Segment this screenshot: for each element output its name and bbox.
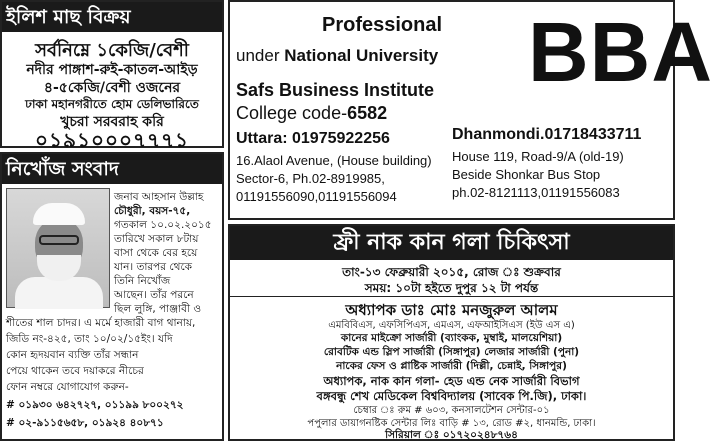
notice-right-line: গতকাল ১০.০২.২০১৫ (114, 219, 212, 231)
fish-ad-title: ইলিশ মাছ বিক্রয় (2, 2, 222, 32)
notice-right-line: তারিখে সকাল ৮টায় (114, 233, 199, 245)
dhanmondi-address-line: Beside Shonkar Bus Stop (452, 167, 601, 182)
missing-person-photo (6, 188, 110, 308)
serial-line: সিরিয়াল ঃ ০১৭২০২৪৮৭৬৪ (385, 429, 518, 441)
fish-ad-line-2: নদীর পাঙ্গাশ-রুই-কাতল-আইড় (26, 62, 198, 78)
fish-ad-line-1: সর্বনিম্নে ১কেজি/বেশী (35, 40, 189, 61)
dhanmondi-address-line: ph.02-8121113,01191556083 (452, 185, 620, 200)
address-line: পপুলার ডায়াগনষ্টিক সেন্টার লিঃ বাড়ি # ১৩, রোড #২, ধানমন্ডি, ঢাকা। (307, 418, 596, 429)
fish-ad-line-4: ঢাকা মহানগরীতে হোম ডেলিভারিতে (25, 97, 199, 111)
qualification-line: রোবটিক এন্ড স্লিপ সার্জারী (সিঙ্গাপুর) লেজার সার্জারী (পুনা) (323, 346, 580, 358)
doctor-name: অধ্যাপক ডাঃ মোঃ মনজুরুল আলম (345, 301, 558, 319)
dhanmondi-address-line: House 119, Road-9/A (old-19) (452, 149, 624, 164)
college-code-value: 6582 (347, 103, 388, 123)
national-university-text: National University (284, 46, 439, 65)
university-line: বঙ্গবন্ধু শেখ মেডিকেল বিশ্ববিদ্যালয় (সাবেক পি.জি), ঢাকা। (316, 389, 587, 403)
professional-text: Professional (322, 14, 443, 36)
notice-body-line: কোন হৃদয়বান ব্যক্তি তাঁর সন্ধান (6, 349, 139, 361)
clinic-ad-title: ফ্রী নাক কান গলা চিকিৎসা (230, 226, 673, 260)
doctor-degrees: এমবিবিএস, এফসিপিএস, এমএস, এফআইসিএস (ইউ এস এ) (328, 320, 575, 331)
institute-name: Safs Business Institute (236, 80, 435, 100)
qualification-line: নাকের ফেস ও প্লাষ্টিক সার্জারী (দিল্লী, চেন্নাই, সিঙ্গাপুর) (336, 360, 567, 372)
uttara-address-line: 01191556090,01191556094 (236, 189, 397, 204)
uttara-address-line: Sector-6, Ph.02-8919985, (236, 171, 385, 186)
notice-body-line: ফোন নম্বরে যোগাযোগ করুন- (6, 381, 129, 393)
missing-notice-title: নিখোঁজ সংবাদ (2, 154, 222, 184)
notice-right-line: তিনি নিখোঁজ (114, 275, 171, 287)
fish-ad-line-5: খুচরা সরবরাহ করি (60, 114, 164, 130)
notice-phone-line: # ০২-৯১১৫৬৫৮, ০১৯২৪ ৪০৮৭১ (6, 417, 164, 429)
divider (230, 296, 673, 297)
notice-right-line: চৌধুরী, বয়স-৭৫, (114, 205, 191, 217)
notice-right-line: আছেন। তাঁর পরনে (114, 289, 194, 301)
clinic-time: সময়: ১০টা হইতে দুপুর ১২ টা পর্যন্ত (364, 281, 539, 295)
notice-right-line: ছিল লুঙ্গি, পাঞ্জাবী ও (114, 303, 202, 315)
clinic-date: তাং-১৩ ফেব্রুয়ারী ২০১৫, রোজ ঃ শুক্রবার (342, 265, 561, 279)
qualification-line: কানের মাইক্রো সার্জারী (ব্যাংকক, মুম্বাই, মালয়েশিয়া) (340, 332, 563, 344)
missing-person-notice (0, 152, 224, 441)
uttara-address-line: 16.Alaol Avenue, (House building) (236, 153, 432, 168)
uttara-phone: Uttara: 01975922256 (236, 130, 390, 147)
fish-ad-line-3: ৪-৫কেজি/বেশী ওজনের (43, 80, 181, 96)
fish-ad-phone: ০১৯১০০০৭৭৭১ (35, 128, 189, 152)
notice-body-line: জিডি নং-৪২৫, তাং ১০/০২/১৫ইং। যদি (6, 333, 173, 345)
college-code (236, 103, 387, 124)
notice-body-line: পেয়ে থাকেন তবে দয়াকরে নীচের (6, 365, 144, 377)
fish-sale-ad (0, 0, 224, 152)
bba-big-title: BBA (528, 5, 713, 99)
notice-phone-line: # ০১৯৩০ ৬৪২৭২৭, ০১১৯৯ ৮০০২৭২ (6, 399, 184, 411)
notice-right-line: জনাব আহসান উল্লাহ (114, 191, 204, 203)
chamber-line: চেম্বার ঃ রুম # ৬০৩, কনসালটেশন সেন্টার-০১ (353, 405, 550, 416)
bba-institute-ad (228, 0, 713, 220)
college-code-label: College code- (236, 103, 348, 123)
notice-right-line: যান। তারপর থেকে (114, 261, 193, 273)
notice-right-line: বাসা থেকে বের হয়ে (114, 247, 198, 259)
under-text: under (236, 46, 280, 65)
notice-body-line: শীতের শাল চাদর। এ মর্মে হাজারী বাগ থানায়, (6, 317, 196, 329)
free-ent-treatment-ad (228, 224, 675, 441)
department-line: অধ্যাপক, নাক কান গলা- হেড এন্ড নেক সার্জারী বিভাগ (323, 374, 580, 388)
dhanmondi-phone: Dhanmondi.01718433711 (452, 126, 642, 143)
under-national-university (236, 46, 438, 66)
